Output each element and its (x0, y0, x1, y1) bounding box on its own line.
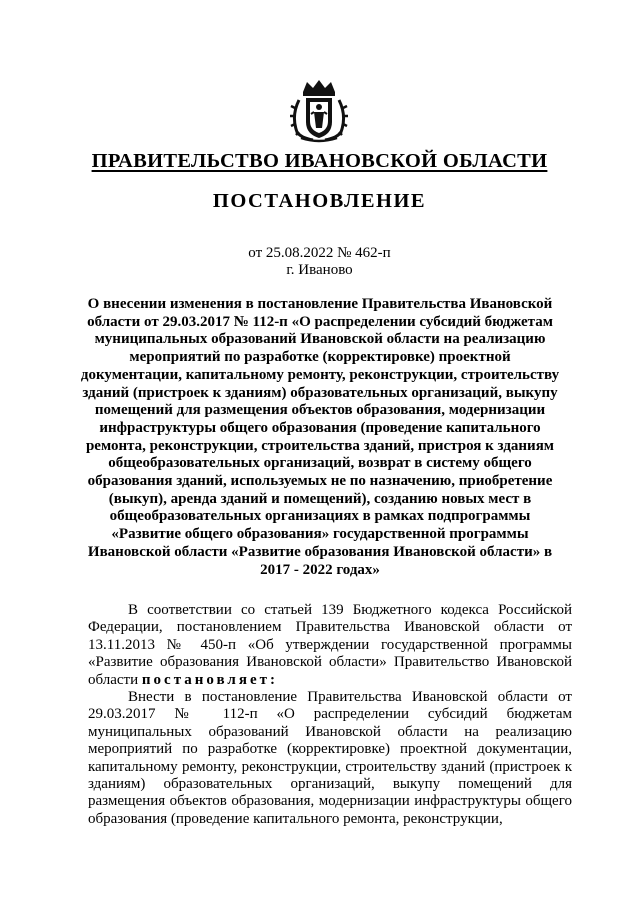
document-city: г. Иваново (286, 262, 353, 278)
ivanovo-coat-of-arms-icon (289, 78, 349, 144)
document-date-number: от 25.08.2022 № 462-п (248, 245, 391, 261)
clause-paragraph: Внести в постановление Правительства Ивановской области от 29.03.2017 № 112-п «О распределении субсидий бюджетам муниципальных образований Ивановской области на реализацию мероприятий по разработке (корректировке) проектной документации, капитальному ремонту, реконструкции, строительству зданий (пристроек к зданиям) образовательных организаций, выкупу помещений для размещения объектов образования, модернизации инфраструктуры общего образования (проведение капитального ремонта, реконструкции, (88, 689, 572, 827)
document-title: О внесении изменения в постановление Правительства Ивановской области от 29.03.2017 № 112-п «О распределении субсидий бюджетам муниципальных образований Ивановской области на реализацию мероприятий по разработке (корректировке) проектной документации, капитальному ремонту, реконструкции, строительству зданий (пристроек к зданиям) образовательных организаций, выкупу помещений для размещения объектов образования, модернизации инфраструктуры общего образования (проведение капитального ремонта, реконструкции, строительства зданий, пристроя к зданиям общеобразовательных организаций, возврат в систему общего образования зданий, используемых не по назначению, приобретение (выкуп), аренда зданий и помещений), созданию новых мест в общеобразовательных организациях в рамках подпрограммы «Развитие общего образования» государственной программы Ивановской области «Развитие образования Ивановской области» в 2017 - 2022 годах» (80, 296, 560, 578)
preamble-text: В соответствии со статьей 139 Бюджетного кодекса Российской Федерации, постановлением Правительства Ивановской области от 13.11.2013 № 450-п «Об утверждении государственной программы «Развитие образования Ивановской области» Правительство Ивановской области (88, 602, 572, 688)
preamble-paragraph (88, 602, 572, 689)
resolution-keyword: постановляет: (141, 671, 278, 688)
document-meta (0, 245, 639, 279)
issuing-authority (0, 150, 639, 173)
document-type: ПОСТАНОВЛЕНИЕ (212, 190, 427, 212)
document-body (88, 602, 572, 828)
agency-name: ПРАВИТЕЛЬСТВО ИВАНОВСКОЙ ОБЛАСТИ (91, 150, 548, 172)
